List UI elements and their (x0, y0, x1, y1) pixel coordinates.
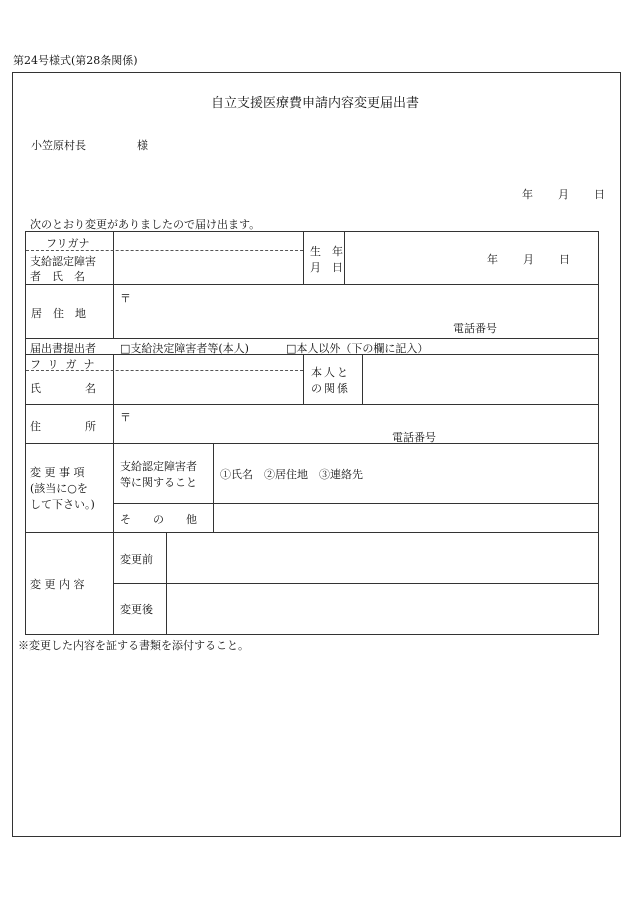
attachment-note: ※変更した内容を証する書類を添付すること。 (18, 639, 249, 652)
birth-month-label: 月 (523, 253, 534, 266)
relation-label-1: 本人と (311, 366, 350, 379)
birth-day-label: 日 (559, 253, 570, 266)
recipient-name-label-1: 支給認定障害 (30, 255, 96, 268)
honorific: 様 (137, 139, 148, 152)
submitter-phone-label: 電話番号 (392, 431, 436, 444)
change-sub1-label-2: 等に関すること (120, 476, 197, 489)
submitter-furigana-label: フリガナ (30, 358, 102, 371)
recipient-furigana-label: フリガナ (46, 237, 90, 250)
change-content-label: 変 更 内 容 (30, 578, 85, 591)
residence-label: 居 住 地 (31, 307, 86, 320)
change-items-label-2: (該当に○を (30, 482, 88, 495)
submitter-option-self[interactable]: □支給決定障害者等(本人) (120, 342, 249, 355)
submitter-option-other[interactable]: □本人以外（下の欄に記入） (286, 342, 429, 355)
residence-postal-mark: 〒 (120, 292, 131, 305)
change-before-label: 変更前 (120, 553, 153, 566)
submission-day-label: 日 (594, 188, 605, 201)
change-sub2-label: そ の 他 (120, 513, 197, 526)
submitter-label: 届出書提出者 (30, 342, 96, 355)
submitter-name-label: 氏 名 (30, 382, 96, 395)
submitter-postal-mark: 〒 (120, 411, 131, 424)
change-sub1-label-1: 支給認定障害者 (120, 460, 197, 473)
relation-label-2: の関係 (311, 382, 350, 395)
addressee: 小笠原村長 (31, 139, 86, 152)
form-title: 自立支援医療費申請内容変更届出書 (210, 96, 419, 111)
submission-month-label: 月 (558, 188, 569, 201)
birth-label-2: 月 日 (310, 261, 343, 274)
form-number: 第24号様式(第28条関係) (13, 54, 138, 67)
birth-year-label: 年 (487, 253, 498, 266)
intro-text: 次のとおり変更がありましたので届け出ます。 (30, 218, 261, 231)
change-sub1-options[interactable]: ①氏名 ②居住地 ③連絡先 (220, 468, 363, 481)
birth-label-1: 生 年 (310, 245, 343, 258)
submitter-address-label: 住 所 (30, 420, 96, 433)
submission-year-label: 年 (522, 188, 533, 201)
recipient-name-label-2: 者 氏 名 (30, 270, 85, 283)
change-items-label-3: して下さい。) (30, 498, 95, 511)
residence-phone-label: 電話番号 (453, 322, 497, 335)
change-after-label: 変更後 (120, 603, 153, 616)
change-items-label-1: 変 更 事 項 (30, 466, 85, 479)
